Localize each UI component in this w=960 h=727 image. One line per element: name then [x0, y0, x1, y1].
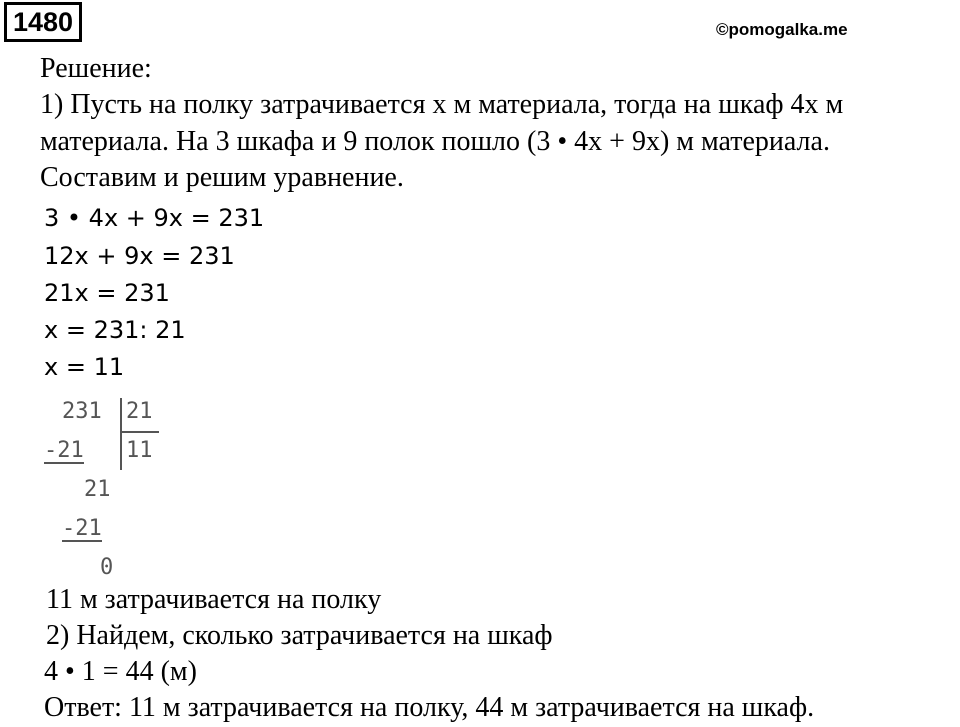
paragraph-1-line-3: Составим и решим уравнение.	[40, 162, 404, 193]
task-number-badge: 1480	[4, 2, 82, 42]
division-dividend: 231	[62, 399, 102, 424]
division-quotient: 11	[126, 438, 153, 463]
equation-4: x = 231: 21	[44, 316, 186, 344]
equation-3: 21x = 231	[44, 279, 170, 307]
division-remainder-1: 21	[84, 477, 111, 502]
division-subtract-1-value: -21	[44, 438, 84, 463]
division-result: 0	[100, 555, 114, 580]
watermark: ©pomogalka.me	[716, 20, 848, 39]
division-divisor: 21	[126, 399, 153, 424]
division-vertical-bar	[120, 398, 122, 470]
division-subtract-2	[62, 516, 102, 542]
paragraph-1-line-2: материала. На 3 шкафа и 9 полок пошло (3 • 4х + 9х) м материала.	[40, 126, 830, 157]
division-subtract-2-value: -21	[62, 516, 102, 541]
conclusion-shelf: 11 м затрачивается на полку	[46, 584, 382, 615]
equation-6: 4 • 1 = 44 (м)	[44, 656, 197, 687]
answer: Ответ: 11 м затрачивается на полку, 44 м затрачивается на шкаф.	[44, 692, 815, 723]
division-subtract-1	[44, 438, 84, 464]
solution-heading: Решение:	[40, 53, 152, 84]
equation-2: 12x + 9x = 231	[44, 242, 235, 270]
paragraph-2: 2) Найдем, сколько затрачивается на шкаф	[46, 620, 553, 651]
division-horizontal-bar	[121, 431, 159, 433]
paragraph-1-line-1: 1) Пусть на полку затрачивается х м материала, тогда на шкаф 4х м	[40, 89, 844, 120]
equation-1: 3 • 4x + 9x = 231	[44, 204, 265, 232]
equation-5: x = 11	[44, 353, 125, 381]
